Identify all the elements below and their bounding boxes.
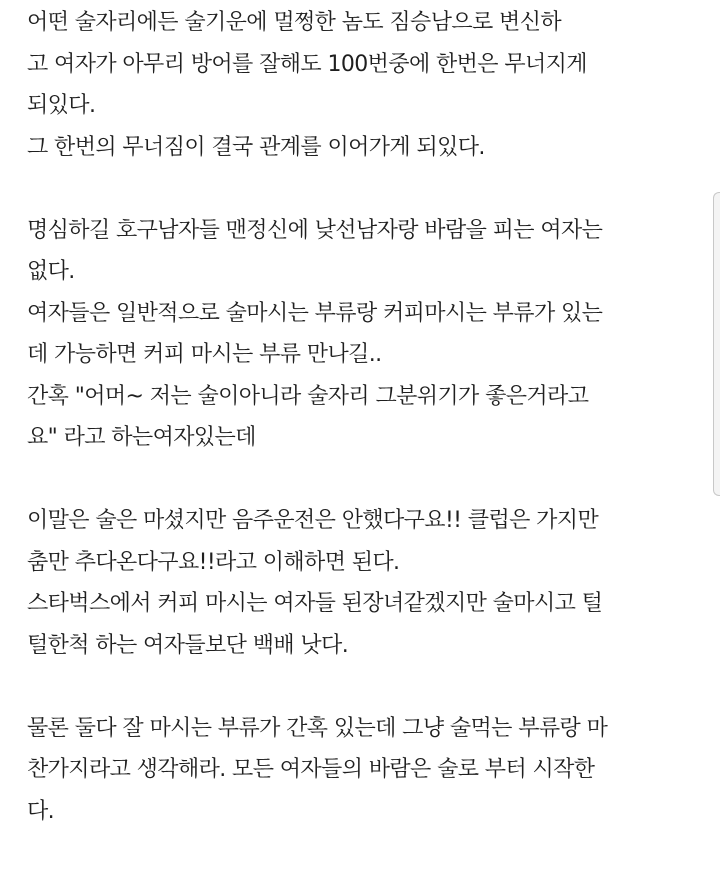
text-line: 데 가능하면 커피 마시는 부류 만나길.. bbox=[27, 342, 382, 367]
scrollbar-thumb[interactable] bbox=[713, 192, 720, 496]
text-line: 이말은 술은 마셨지만 음주운전은 안했다구요!! 클럽은 가지만 bbox=[27, 508, 599, 533]
text-line: 털한척 하는 여자들보단 백배 낫다. bbox=[27, 632, 349, 658]
text-line: 그 한번의 무너짐이 결국 관계를 이어가게 되있다. bbox=[27, 134, 485, 160]
text-line: 요" 라고 하는여자있는데 bbox=[27, 425, 256, 450]
text-line: 명심하길 호구남자들 맨정신에 낮선남자랑 바람을 피는 여자는 bbox=[27, 217, 603, 243]
text-line: 다. bbox=[27, 798, 55, 824]
text-line: 찬가지라고 생각해라. 모든 여자들의 바람은 술로 부터 시작한 bbox=[27, 757, 595, 782]
text-line: 춤만 추다온다구요!!라고 이해하면 된다. bbox=[27, 549, 400, 575]
paragraph-gap bbox=[27, 666, 694, 708]
text-line: 여자들은 일반적으로 술마시는 부류랑 커피마시는 부류가 있는 bbox=[27, 300, 603, 326]
text-line: 스타벅스에서 커피 마시는 여자들 된장녀같겠지만 술마시고 털 bbox=[27, 591, 603, 616]
text-line: 고 여자가 아무리 방어를 잘해도 100번중에 한번은 무너지게 bbox=[27, 51, 587, 77]
text-line: 어떤 술자리에든 술기운에 멀쩡한 놈도 짐승남으로 변신하 bbox=[27, 10, 562, 35]
text-line: 간혹 "어머~ 저는 술이아니라 술자리 그분위기가 좋은거라고 bbox=[27, 383, 589, 409]
paragraph-gap bbox=[27, 168, 694, 210]
text-line: 되있다. bbox=[27, 93, 96, 118]
paragraph-gap bbox=[27, 459, 694, 501]
text-line: 없다. bbox=[27, 259, 75, 284]
text-line: 물론 둘다 잘 마시는 부류가 간혹 있는데 그냥 술먹는 부류랑 마 bbox=[27, 715, 608, 741]
